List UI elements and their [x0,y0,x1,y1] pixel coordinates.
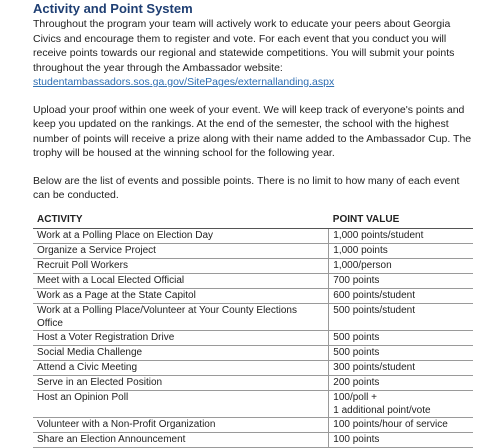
point-value-cell: 300 points/student [329,360,473,375]
point-value-cell: 100 points/hour of service [329,417,473,432]
point-value-column-header: POINT VALUE [329,212,473,229]
point-value-cell: 1,000 points [329,243,473,258]
table-row [33,243,473,258]
table-row [33,360,473,375]
ambassador-website-link[interactable]: studentambassadors.sos.ga.gov/SitePages/externallanding.aspx [33,76,335,88]
point-value-cell: 1,000/person [329,258,473,273]
activity-cell: Social Media Challenge [33,345,329,360]
table-row [33,375,473,390]
points-table [33,212,473,448]
point-value-cell: 700 points [329,273,473,288]
point-value-cell: 500 points/student [329,303,473,330]
upload-paragraph: Upload your proof within one week of your event. We will keep track of everyone's points and keep you updated on the rankings. At the end of the semester, the school with the highest number of points will receive a prize along with their name added to the Ambassador Cup. The trophy will be housed at the winning school for the following year. [33,103,472,159]
section-title: Activity and Point System [33,1,193,16]
table-row [33,303,473,330]
point-value-cell: 600 points/student [329,288,473,303]
table-row [33,288,473,303]
activity-cell: Organize a Service Project [33,243,329,258]
activity-cell: Work at a Polling Place/Volunteer at Your County Elections Office [33,303,329,330]
table-row [33,258,473,273]
table-row [33,273,473,288]
point-value-cell: 100 points [329,432,473,447]
activity-cell: Meet with a Local Elected Official [33,273,329,288]
table-row [33,330,473,345]
activity-cell: Host a Voter Registration Drive [33,330,329,345]
table-row [33,417,473,432]
table-row [33,345,473,360]
activity-cell: Recruit Poll Workers [33,258,329,273]
table-header-row [33,212,473,229]
activity-cell: Volunteer with a Non-Profit Organization [33,417,329,432]
table-row [33,228,473,243]
point-value-cell: 100/poll + 1 additional point/vote [329,390,473,417]
activity-cell: Work at a Polling Place on Election Day [33,228,329,243]
activity-cell: Share an Election Announcement [33,432,329,447]
point-value-cell: 1,000 points/student [329,228,473,243]
point-value-cell: 500 points [329,330,473,345]
intro-text: Throughout the program your team will actively work to educate your peers about Georgia Civics and encourage them to register and vote. For each event that you conduct you will receive points towards our regional and statewide competitions. You will submit your points throughout the year through the Ambassador website: [33,18,455,74]
activity-cell: Host an Opinion Poll [33,390,329,417]
points-table-body [33,228,473,447]
table-row [33,390,473,417]
intro-paragraph [33,17,478,90]
point-value-cell: 200 points [329,375,473,390]
activity-cell: Work as a Page at the State Capitol [33,288,329,303]
table-row [33,432,473,447]
point-value-cell: 500 points [329,345,473,360]
events-intro-paragraph: Below are the list of events and possible points. There is no limit to how many of each event can be conducted. [33,174,460,201]
activity-cell: Attend a Civic Meeting [33,360,329,375]
activity-column-header: ACTIVITY [33,212,329,229]
activity-cell: Serve in an Elected Position [33,375,329,390]
